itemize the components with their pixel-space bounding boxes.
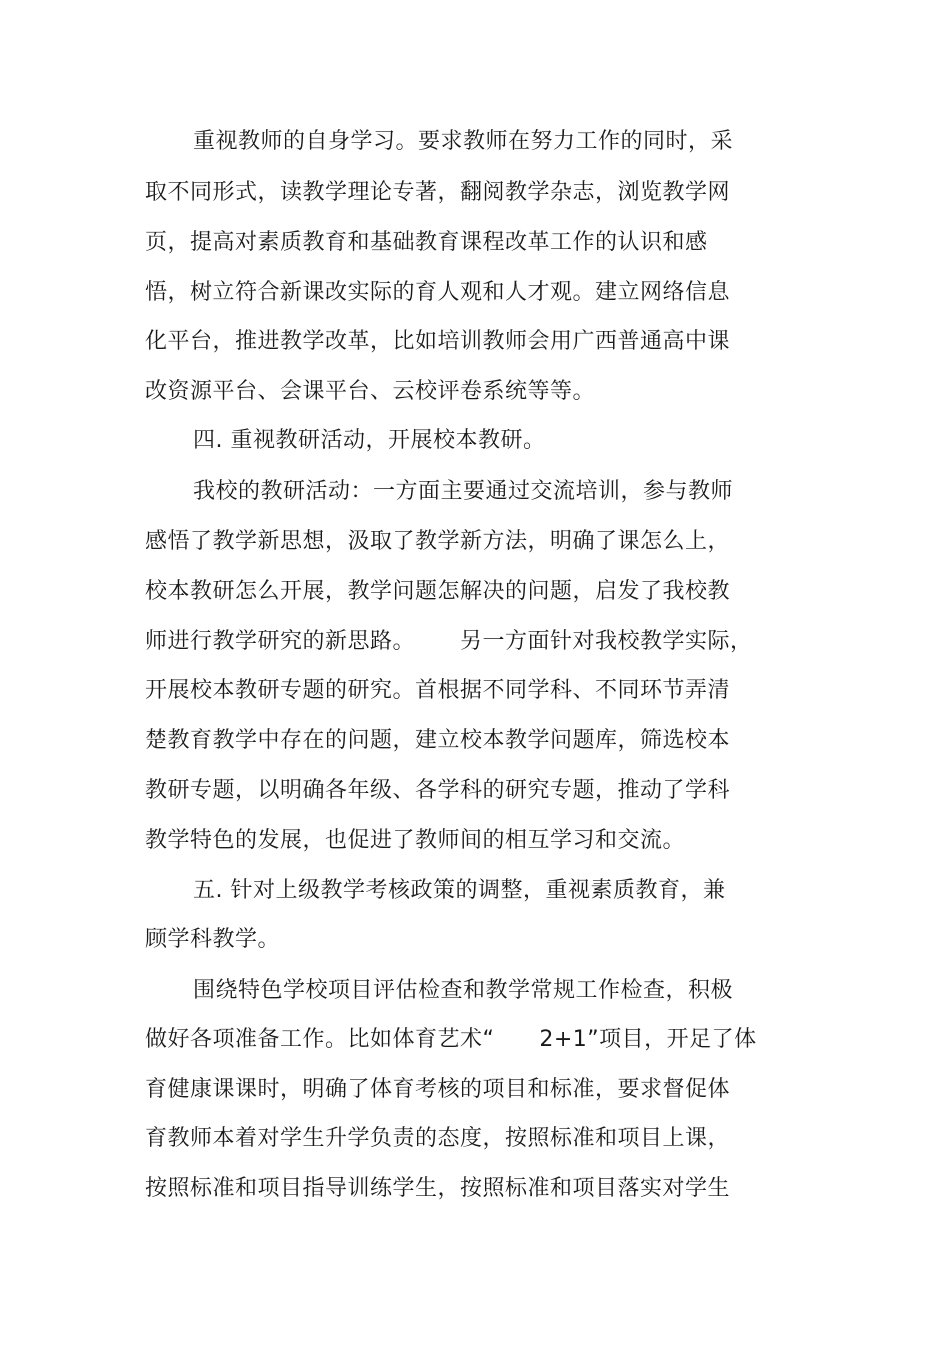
text-line: 教学特色的发展，也促进了教师间的相互学习和交流。 [145,828,686,853]
text-line: 楚教育教学中存在的问题，建立校本教学问题库，筛选校本 [145,728,731,753]
text-line: 围绕特色学校项目评估检查和教学常规工作检查，积极 [193,978,734,1003]
text-line: 改资源平台、会课平台、云校评卷系统等等。 [145,379,596,404]
text-line: 重视教师的自身学习。要求教师在努力工作的同时，采 [193,129,734,154]
text-line: 开展校本教研专题的研究。首根据不同学科、不同环节弄清 [145,678,731,703]
text-line: 化平台，推进教学改革，比如培训教师会用广西普通高中课 [145,329,731,354]
section-heading: 五. 针对上级教学考核政策的调整，重视素质教育，兼 [193,878,726,903]
text-line: 页，提高对素质教育和基础教育课程改革工作的认识和感 [145,230,708,255]
text-line: 悟，树立符合新课改实际的育人观和人才观。建立网络信息 [145,280,731,305]
text-line: 取不同形式，读教学理论专著，翻阅教学杂志，浏览教学网 [145,180,731,205]
text-line: 师进行教学研究的新思路。 另一方面针对我校教学实际， [145,629,753,654]
text-line: 按照标准和项目指导训练学生，按照标准和项目落实对学生 [145,1176,731,1201]
section-heading: 四. 重视教研活动，开展校本教研。 [193,428,546,453]
text-line: 我校的教研活动：一方面主要通过交流培训，参与教师 [193,479,734,504]
text-line: 顾学科教学。 [145,927,281,952]
text-line: 教研专题，以明确各年级、各学科的研究专题，推动了学科 [145,778,731,803]
text-line: 育健康课课时，明确了体育考核的项目和标准，要求督促体 [145,1077,731,1102]
text-line: 校本教研怎么开展，教学问题怎解决的问题，启发了我校教 [145,579,731,604]
text-line: 做好各项准备工作。比如体育艺术“ 2+1”项目，开足了体 [145,1027,757,1052]
text-line: 育教师本着对学生升学负责的态度，按照标准和项目上课， [145,1126,731,1151]
text-line: 感悟了教学新思想，汲取了教学新方法，明确了课怎么上， [145,529,731,554]
